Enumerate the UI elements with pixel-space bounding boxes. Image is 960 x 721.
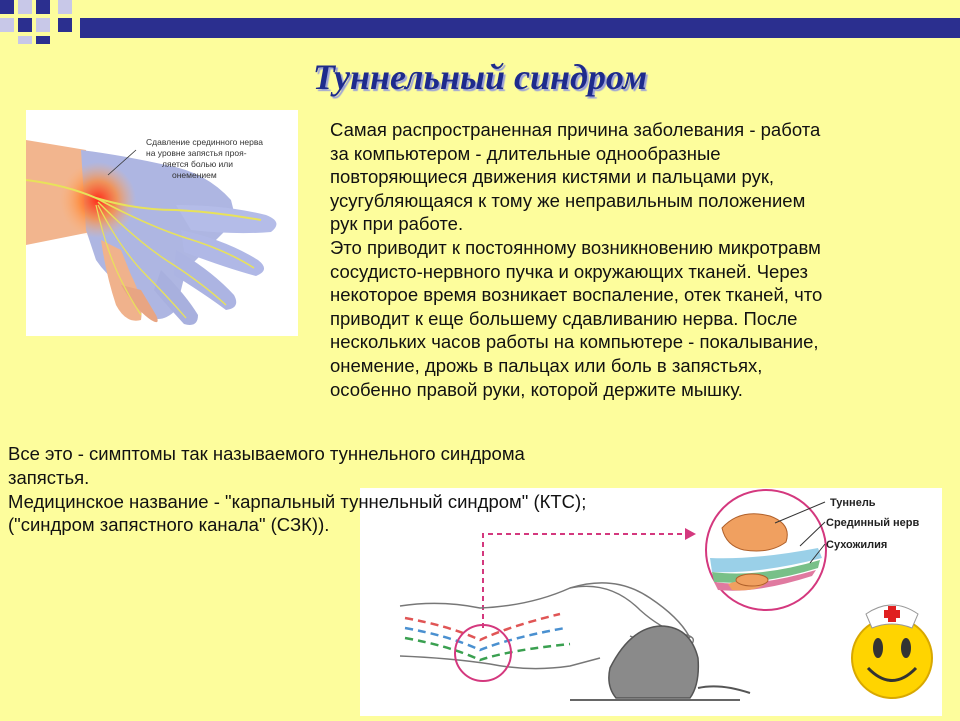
label-tendons: Сухожилия: [826, 539, 888, 551]
text-line: особенно правой руки, которой держите мышку.: [330, 378, 743, 400]
text-line: за компьютером - длительные однообразные: [330, 142, 721, 164]
text-line: сосудисто-нервного пучка и окружающих тканей. Через: [330, 260, 808, 282]
hand-caption-line-1: Сдавление срединного нерва: [146, 137, 264, 147]
text-line: нескольких часов работы на компьютере - покалывание,: [330, 331, 819, 353]
hand-caption-line-4: онемением: [172, 170, 217, 180]
hand-caption-line-3: ляется болью или: [162, 159, 234, 169]
text-line: некоторое время возникает воспаление, отек тканей, что: [330, 284, 823, 306]
text-line: Все это - симптомы так называемого туннельного синдрома: [8, 443, 525, 464]
text-line: онемение, дрожь в пальцах или боль в запястьях,: [330, 354, 763, 376]
hand-illustration: [26, 110, 298, 336]
text-line: рук при работе.: [330, 213, 464, 235]
text-line: запястья.: [8, 466, 90, 488]
hand-caption-line-2: на уровне запястья проя-: [146, 148, 247, 158]
text-line: приводит к еще большему сдавливанию нерва. После: [330, 307, 798, 329]
text-line: Медицинское название - "карпальный туннельный синдром" (КТС);: [8, 490, 587, 512]
text-line: усугубляющаяся к тому же неправильным положением: [330, 189, 806, 211]
text-line: Это приводит к постоянному возникновению микротравм: [330, 236, 821, 258]
label-tunnel: Туннель: [830, 497, 876, 509]
header-decoration: [0, 0, 960, 44]
text-line: ("синдром запястного канала" (СЗК)).: [8, 514, 330, 536]
hand-drawing: [26, 110, 298, 336]
slide-title: Туннельный синдром: [312, 57, 648, 97]
text-line: Самая распространенная причина заболевания - работа: [330, 119, 821, 140]
description-paragraph: [330, 118, 930, 401]
symptoms-paragraph: [8, 442, 708, 537]
text-line: повторяющиеся движения кистями и пальцами рук,: [330, 166, 775, 188]
label-median-nerve: Срединный нерв: [826, 517, 920, 529]
